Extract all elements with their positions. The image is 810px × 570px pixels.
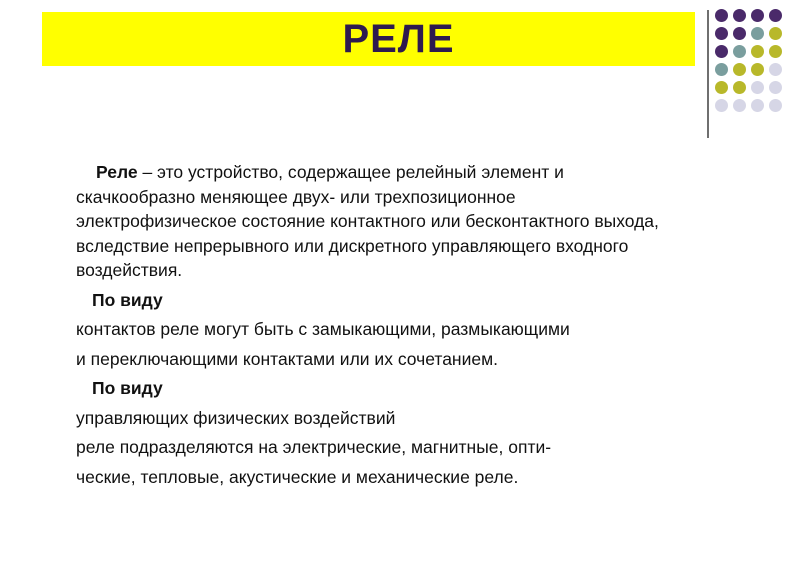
decor-dot — [751, 99, 764, 112]
section1-line: и переключающими контактами или их сочетанием. — [76, 348, 498, 369]
definition-start: – это устройство, содержащее релейный элемент и — [137, 162, 564, 182]
decor-dot — [733, 45, 746, 58]
decor-dot — [715, 81, 728, 94]
decor-dot — [751, 81, 764, 94]
decor-dot — [715, 99, 728, 112]
paragraph1-line: вследствие непрерывного или дискретного управляющего входного — [76, 235, 629, 256]
paragraph1-first-line — [76, 160, 776, 185]
section1-heading: По виду — [92, 289, 163, 310]
decor-dot — [733, 81, 746, 94]
decor-dot — [715, 27, 728, 40]
decor-dot — [751, 9, 764, 22]
decor-dot — [751, 27, 764, 40]
decor-dot — [715, 63, 728, 76]
decor-dot — [769, 99, 782, 112]
decor-dot — [751, 45, 764, 58]
section1-line: контактов реле могут быть с замыкающими, размыкающими — [76, 319, 570, 339]
decor-dot — [769, 9, 782, 22]
vertical-divider — [707, 10, 709, 138]
dot-grid-decoration — [715, 9, 787, 121]
decor-dot — [769, 27, 782, 40]
decor-dot — [751, 63, 764, 76]
section2-line: реле подразделяются на электрические, магнитные, опти- — [76, 437, 552, 457]
decor-dot — [733, 63, 746, 76]
term-rele: Реле — [96, 162, 138, 182]
section2-line: ческие, тепловые, акустические и механические реле. — [76, 466, 519, 487]
decor-dot — [715, 45, 728, 58]
paragraph1-line: электрофизическое состояние контактного или бесконтактного выхода, — [76, 211, 659, 231]
paragraph1-line: воздействия. — [76, 260, 183, 280]
section2-heading: По виду — [92, 378, 163, 398]
decor-dot — [715, 9, 728, 22]
decor-dot — [733, 99, 746, 112]
section2-line: управляющих физических воздействий — [76, 407, 396, 428]
slide-title: РЕЛЕ — [342, 17, 455, 61]
title-banner — [42, 12, 695, 66]
decor-dot — [769, 45, 782, 58]
decor-dot — [733, 27, 746, 40]
slide-body — [76, 160, 776, 489]
decor-dot — [769, 81, 782, 94]
decor-dot — [769, 63, 782, 76]
paragraph1-line: скачкообразно меняющее двух- или трехпозиционное — [76, 186, 516, 207]
decor-dot — [733, 9, 746, 22]
